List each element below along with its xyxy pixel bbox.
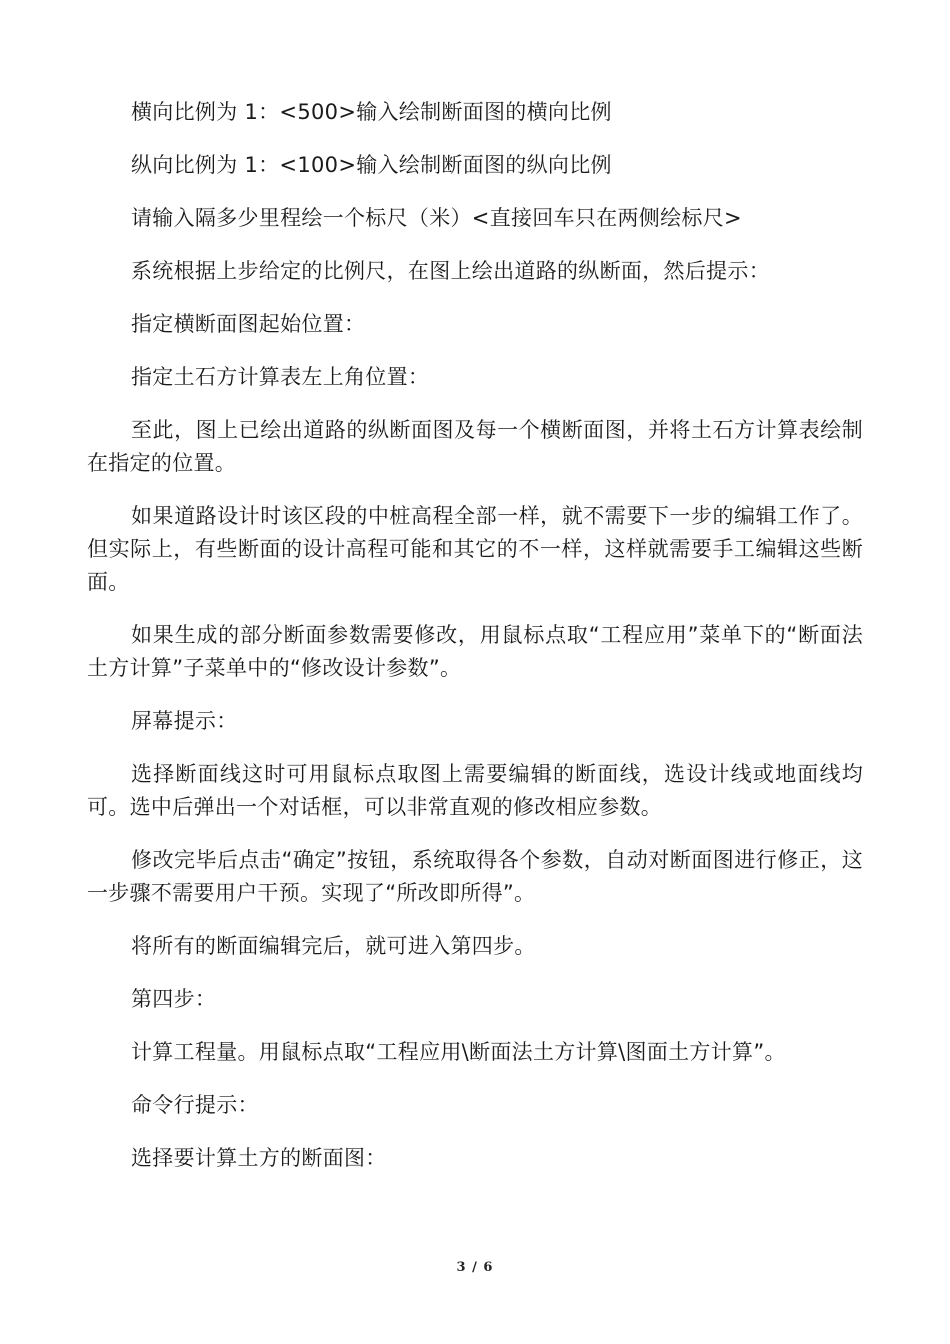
paragraph: 如果生成的部分断面参数需要修改，用鼠标点取“工程应用”菜单下的“断面法土方计算”子菜单中的“修改设计参数”。	[87, 623, 863, 680]
paragraph: 命令行提示：	[131, 1093, 259, 1117]
paragraph: 选择要计算土方的断面图：	[131, 1146, 387, 1170]
paragraph: 至此，图上已绘出道路的纵断面图及每一个横断面图，并将土石方计算表绘制在指定的位置。	[87, 418, 863, 475]
document-body	[87, 96, 863, 1195]
paragraph: 横向比例为 1：<500>输入绘制断面图的横向比例	[131, 100, 612, 124]
paragraph: 如果道路设计时该区段的中桩高程全部一样，就不需要下一步的编辑工作了。但实际上，有些断面的设计高程可能和其它的不一样，这样就需要手工编辑这些断面。	[87, 504, 863, 594]
paragraph: 指定土石方计算表左上角位置：	[131, 365, 430, 389]
paragraph: 第四步：	[131, 987, 217, 1011]
page-number: 3 / 6	[456, 1260, 494, 1275]
paragraph: 选择断面线这时可用鼠标点取图上需要编辑的断面线，选设计线或地面线均可。选中后弹出一个对话框，可以非常直观的修改相应参数。	[87, 762, 863, 819]
paragraph: 修改完毕后点击“确定”按钮，系统取得各个参数，自动对断面图进行修正，这一步骤不需要用户干预。实现了“所改即所得”。	[87, 848, 863, 905]
paragraph: 屏幕提示：	[131, 709, 238, 733]
paragraph: 指定横断面图起始位置：	[131, 312, 366, 336]
paragraph: 纵向比例为 1：<100>输入绘制断面图的纵向比例	[131, 153, 612, 177]
paragraph: 请输入隔多少里程绘一个标尺（米）<直接回车只在两侧绘标尺>	[131, 206, 742, 230]
paragraph: 将所有的断面编辑完后，就可进入第四步。	[131, 934, 536, 958]
paragraph: 计算工程量。用鼠标点取“工程应用\断面法土方计算\图面土方计算”。	[131, 1040, 786, 1064]
paragraph: 系统根据上步给定的比例尺，在图上绘出道路的纵断面，然后提示：	[131, 259, 770, 283]
